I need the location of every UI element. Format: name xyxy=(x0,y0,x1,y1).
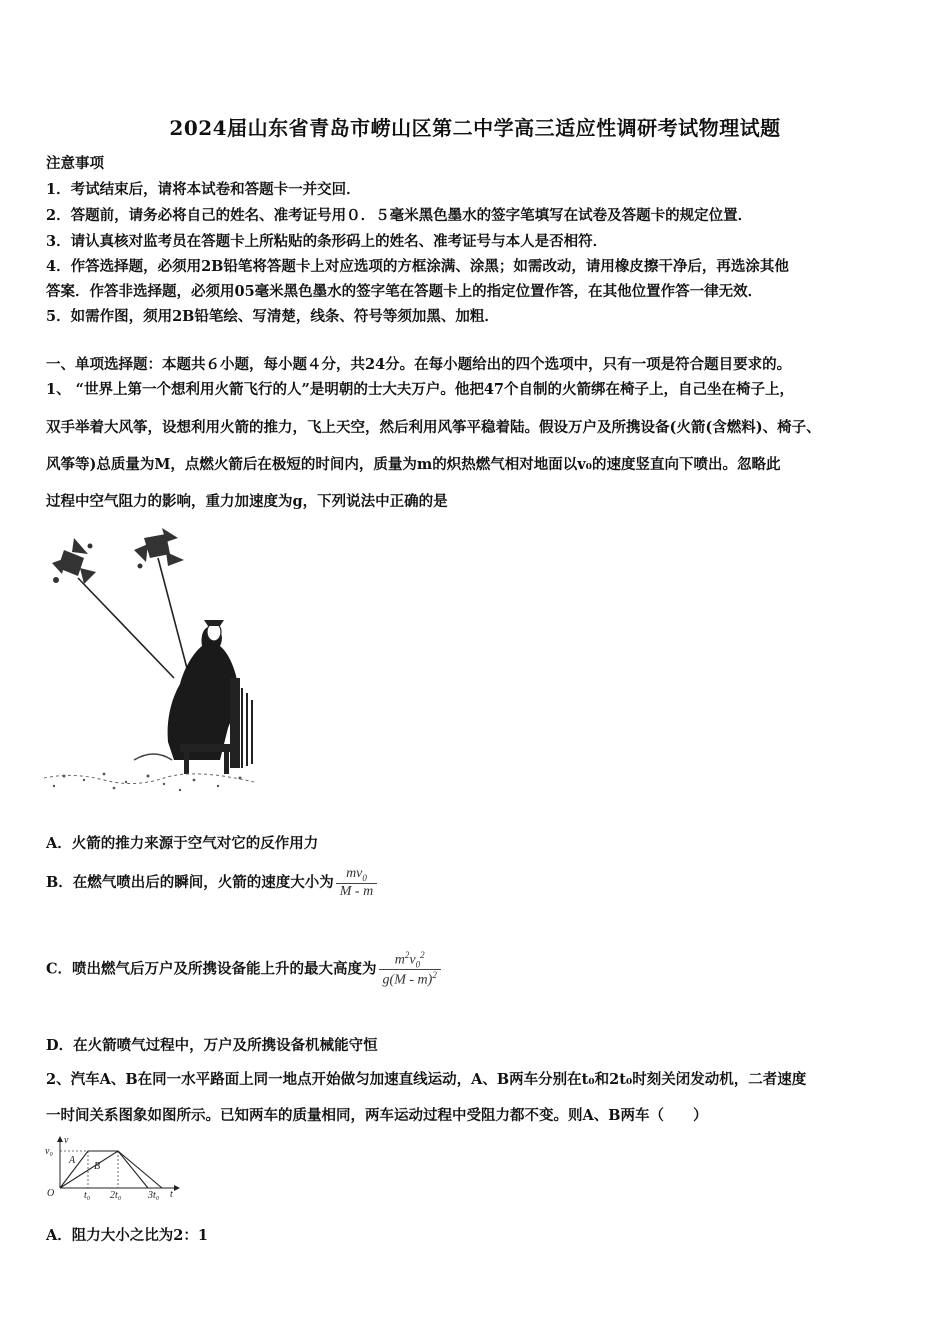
option-b-text: B．在燃气喷出后的瞬间，火箭的速度大小为 xyxy=(46,873,334,891)
line-b xyxy=(60,1151,162,1188)
page-title: 2024届山东省青岛市崂山区第二中学高三适应性调研考试物理试题 xyxy=(169,116,781,140)
v-axis-label: v xyxy=(64,1135,69,1146)
tick-2t0: 2t₀ xyxy=(110,1190,122,1201)
line-a-label: A xyxy=(69,1155,76,1166)
option-b-denominator: M - m xyxy=(339,883,374,899)
t-axis-arrow xyxy=(174,1185,180,1191)
notice-item: 2．答题前，请务必将自己的姓名、准考证号用０．５毫米黑色墨水的签字笔填写在试卷及答题卡的规定位置． xyxy=(46,207,753,224)
option-a: A．火箭的推力来源于空气对它的反作用力 xyxy=(46,835,319,852)
notice-item: 3．请认真核对监考员在答题卡上所粘贴的条形码上的姓名、准考证号与本人是否相符． xyxy=(46,233,608,250)
option-b xyxy=(46,866,377,900)
question-text: 2、汽车A、B在同一水平路面上同一地点开始做匀加速直线运动，A、B两车分别在t₀和2t₀时刻关闭发动机，二者速度 xyxy=(46,1071,807,1088)
v-axis-arrow xyxy=(57,1136,63,1142)
notice-item: 4．作答选择题，必须用2B铅笔将答题卡上对应选项的方框涂满、涂黑；如需改动，请用橡皮擦干净后，再选涂其他 xyxy=(46,258,789,275)
t-axis-label: t xyxy=(170,1189,173,1200)
wan-hu-rocket-chair-illustration xyxy=(44,528,259,793)
origin-label: O xyxy=(47,1188,55,1199)
option-a: A．阻力大小之比为2：1 xyxy=(46,1227,208,1244)
notice-item: 5．如需作图，须用2B铅笔绘、写清楚，线条、符号等须加黑、加粗． xyxy=(46,308,499,325)
v0-label: v₀ xyxy=(45,1146,53,1157)
option-b-numerator: mv xyxy=(346,866,363,881)
option-c-formula: $\frac{m^2v_0^2}{g(M - m)^2}$ xyxy=(379,950,441,989)
option-c-numerator: m xyxy=(394,952,405,968)
notice-item: 1．考试结束后，请将本试卷和答题卡一并交回． xyxy=(46,181,361,198)
line-b-label: B xyxy=(94,1161,101,1172)
tick-3t0: 3t₀ xyxy=(148,1190,160,1201)
question-text: 双手举着大风筝，设想利用火箭的推力，飞上天空，然后利用风筝平稳着陆。假设万户及所携设备(火箭(含燃料)、椅子、 xyxy=(46,419,821,436)
option-c-text: C．喷出燃气后万户及所携设备能上升的最大高度为 xyxy=(46,960,377,978)
question-text: 一时间关系图象如图所示。已知两车的质量相同，两车运动过程中受阻力都不变。则A、B两车（ ） xyxy=(46,1107,708,1124)
notice-heading: 注意事项 xyxy=(46,155,104,172)
section-heading: 一、单项选择题：本题共６小题，每小题４分，共24分。在每小题给出的四个选项中，只有一项是符合题目要求的。 xyxy=(46,356,792,373)
option-c-denominator: g(M - m) xyxy=(382,973,433,989)
option-c xyxy=(46,950,441,989)
question-text: 风筝等)总质量为M，点燃火箭后在极短的时间内，质量为m的炽热燃气相对地面以v₀的速度竖直向下喷出。忽略此 xyxy=(46,456,781,473)
question-text: 过程中空气阻力的影响，重力加速度为g，下列说法中正确的是 xyxy=(46,493,448,510)
option-d: D．在火箭喷气过程中，万户及所携设备机械能守恒 xyxy=(46,1037,378,1054)
option-b-formula: $\frac{mv_0}{M - m}$ xyxy=(336,866,377,900)
tick-t0: t₀ xyxy=(84,1190,91,1201)
notice-item: 答案．作答非选择题，必须用05毫米黑色墨水的签字笔在答题卡上的指定位置作答，在其他位置作答一律无效． xyxy=(46,283,763,300)
question-text: 1、 “世界上第一个想利用火箭飞行的人”是明朝的士大夫万户。他把47个自制的火箭绑在椅子上，自己坐在椅子上， xyxy=(46,381,794,398)
velocity-time-graph xyxy=(44,1134,184,1202)
